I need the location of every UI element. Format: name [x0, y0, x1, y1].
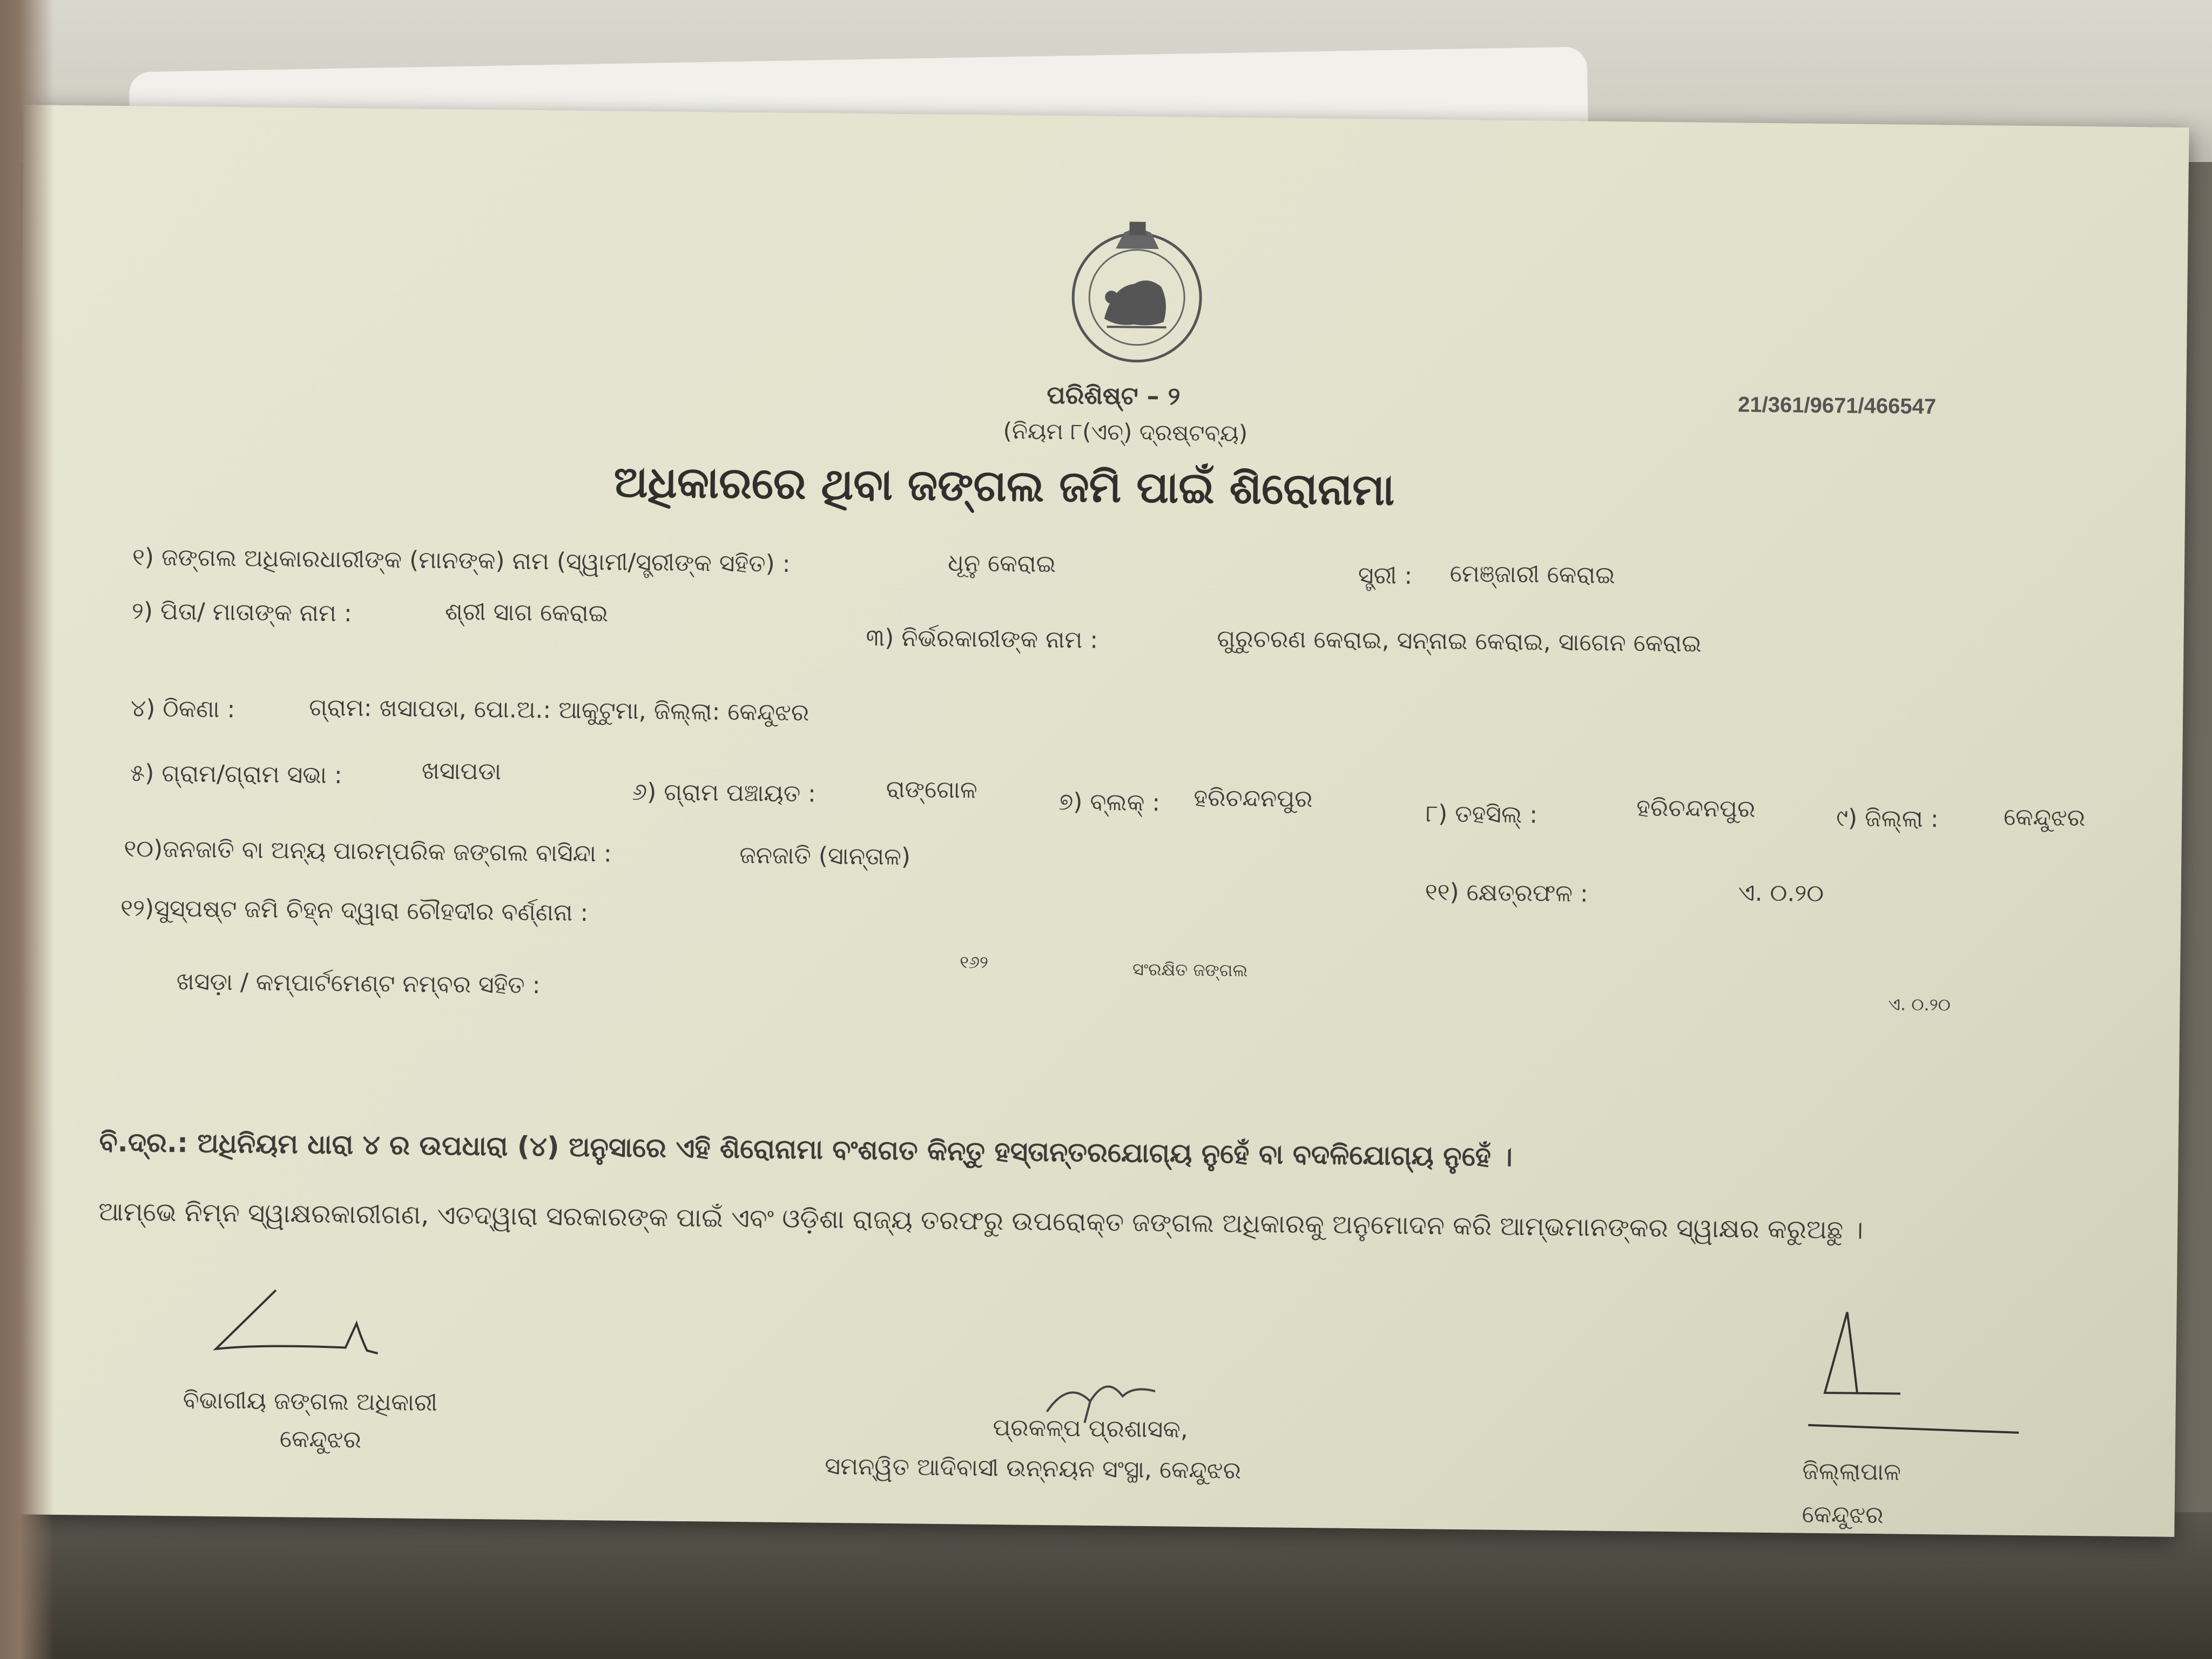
khasra-area: ଏ. ୦.୨୦: [1888, 994, 1951, 1015]
field-1-label: ୧) ଜଙ୍ଗଲ ଅଧିକାରଧାରୀଙ୍କ (ମାନଙ୍କ) ନାମ (ସ୍ୱାମୀ/ସ୍ତ୍ରୀଙ୍କ ସହିତ) :: [132, 543, 791, 578]
dfo-title: ବିଭାଗୀୟ ଜଙ୍ଗଲ ଅଧିକାରୀ: [183, 1386, 438, 1417]
khasra-number: ୧୬୨: [960, 952, 989, 973]
field-11-value: ଏ. ୦.୨୦: [1738, 879, 1824, 908]
field-3-label: ୩) ନିର୍ଭରକାରୀଙ୍କ ନାମ :: [866, 624, 1098, 654]
annexure-heading: ପରିଶିଷ୍ଟ – ୨: [1046, 380, 1181, 411]
field-9-value: କେନ୍ଦୁଝର: [2003, 803, 2086, 832]
field-1-value: ଧୂନୁ କେରାଇ: [947, 549, 1056, 578]
collector-signature: [1792, 1296, 2053, 1439]
forest-land-title-certificate: [9, 105, 2189, 1537]
field-9-label: ୯) ଜିଲ୍ଲା :: [1836, 804, 1939, 833]
declaration-text: ଆମ୍ଭେ ନିମ୍ନ ସ୍ୱାକ୍ଷରକାରୀଗଣ, ଏତଦ୍ୱାରା ସରକାରଙ୍କ ପାଇଁ ଏବଂ ଓଡ଼ିଶା ରାଜ୍ୟ ତରଫରୁ ଉପରୋକ୍ତ ଜଙ୍ଗଲ ଅଧିକାରକୁ ଅନୁମୋଦନ କରି ଆମ୍ଭମାନଙ୍କର ସ୍ୱାକ୍ଷର କରୁଅଛୁ ।: [98, 1196, 1864, 1245]
field-7-value: ହରିଚନ୍ଦନପୁର: [1193, 784, 1313, 813]
spouse-label: ସ୍ତ୍ରୀ :: [1358, 562, 1413, 590]
field-12-label: ୧୨)ସୁସ୍ପଷ୍ଟ ଜମି ଚିହ୍ନ ଦ୍ୱାରା ଚୌହଦୀର ବର୍ଣ୍ଣନା :: [120, 894, 589, 927]
khasra-type: ସଂରକ୍ଷିତ ଜଙ୍ଗଲ: [1132, 959, 1248, 981]
field-6-value: ରାଙ୍ଗୋଳ: [886, 775, 977, 804]
khasra-label: ଖସଡ଼ା / କମ୍ପାର୍ଟମେଣ୍ଟ ନମ୍ବର ସହିତ :: [176, 968, 541, 1000]
collector-title: ଜିଲ୍ଲାପାଳ: [1802, 1457, 1901, 1486]
background-bottom: [0, 1512, 2212, 1659]
reference-number: 21/361/9671/466547: [1737, 393, 1937, 419]
spouse-value: ମେଞ୍ଜାରୀ କେରାଇ: [1449, 559, 1616, 589]
field-4-value: ଗ୍ରାମ: ଖସାପଡା, ପୋ.ଅ.: ଆକୁଟୁମା, ଜିଲ୍ଲା: କେନ୍ଦୁଝର: [308, 693, 810, 727]
document-title: ଅଧିକାରରେ ଥିବା ଜଙ୍ଗଲ ଜମି ପାଇଁ ଶିରୋନାମା: [613, 456, 1395, 515]
dfo-place: କେନ୍ଦୁଝର: [279, 1425, 362, 1454]
project-administrator-title: ପ୍ରକଳ୍ପ ପ୍ରଶାସକ,: [992, 1414, 1189, 1444]
field-2-label: ୨) ପିତା/ ମାତାଙ୍କ ନାମ :: [131, 597, 352, 628]
field-10-value: ଜନଜାତି (ସାନ୍ତାଳ): [739, 841, 911, 871]
holding-hand: [0, 0, 54, 1659]
odisha-state-emblem-icon: [1053, 210, 1222, 374]
legal-note: ବି.ଦ୍ର.: ଅଧିନିୟମ ଧାରା ୪ ର ଉପଧାରା (୪) ଅନୁସାରେ ଏହି ଶିରୋନାମା ବଂଶଗତ କିନ୍ତୁ ହସ୍ତାନ୍ତରଯୋଗ୍ୟ ନୁହେଁ ବା ବଦଳିଯୋଗ୍ୟ ନୁହେଁ ।: [99, 1126, 1513, 1173]
field-11-label: ୧୧) କ୍ଷେତ୍ରଫଳ :: [1425, 878, 1589, 908]
field-5-value: ଖସାପଡା: [421, 757, 502, 786]
field-7-label: ୭) ବ୍ଲକ୍ :: [1058, 788, 1161, 817]
dfo-signature: [194, 1279, 476, 1390]
project-administrator-org: ସମନ୍ୱିତ ଆଦିବାସୀ ଉନ୍ନୟନ ସଂସ୍ଥା, କେନ୍ଦୁଝର: [825, 1452, 1242, 1485]
field-6-label: ୬) ଗ୍ରାମ ପଞ୍ଚାୟତ :: [632, 778, 817, 808]
field-5-label: ୫) ଗ୍ରାମ/ଗ୍ରାମ ସଭା :: [130, 759, 343, 790]
field-10-label: ୧୦)ଜନଜାତି ବା ଅନ୍ୟ ପାରମ୍ପରିକ ଜଙ୍ଗଲ ବାସିନ୍ଦା :: [124, 835, 612, 868]
field-8-label: ୮) ତହସିଲ୍ :: [1425, 800, 1538, 829]
collector-place: କେନ୍ଦୁଝର: [1802, 1500, 1884, 1529]
field-8-value: ହରିଚନ୍ଦନପୁର: [1636, 794, 1756, 823]
field-2-value: ଶ୍ରୀ ସାଗ କେରାଇ: [444, 598, 609, 628]
rule-reference: (ନିୟମ ୮(ଏଚ୍) ଦ୍ରଷ୍ଟବ୍ୟ): [1003, 417, 1248, 447]
field-4-label: ୪) ଠିକଣା :: [130, 694, 235, 724]
field-3-value: ଗୁରୁଚରଣ କେରାଇ, ସନ୍ନାଇ କେରାଇ, ସାଗେନ କେରାଇ: [1217, 625, 1702, 658]
